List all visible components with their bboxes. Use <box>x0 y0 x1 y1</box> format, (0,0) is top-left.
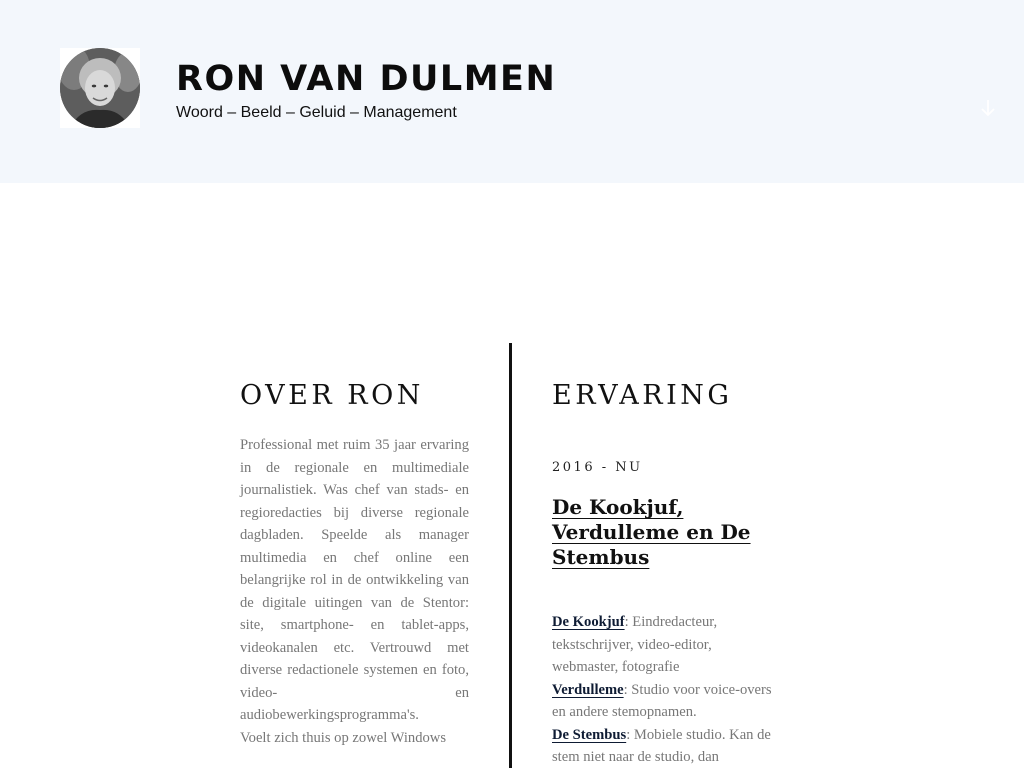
job-item-verdulleme <box>552 679 772 724</box>
verdulleme-link[interactable]: Verdulleme <box>552 681 624 698</box>
experience-section <box>552 378 772 768</box>
arrow-down-icon <box>978 96 998 120</box>
about-heading: OVER RON <box>240 380 424 411</box>
site-header <box>0 0 1024 183</box>
verdulleme-description: : Studio voor voice-overs en andere stemopnamen. <box>552 681 772 720</box>
job-item-kookjuf <box>552 611 772 679</box>
avatar-link[interactable] <box>60 48 140 128</box>
stembus-description: : Mobiele studio. Kan de stem niet naar de studio, dan <box>552 726 771 765</box>
about-paragraph: Professional met ruim 35 jaar ervaring in de regionale en multimediale journalistiek. Was chef van stads- en regioredacties bij diverse regionale dagbladen. Speelde als manager multimedia en chef online een belangrijke rol in de ontwikkeling van de digitale uitingen van de Stentor: site, smartphone- en tablet-apps, videokanalen etc. Vertrouwd met diverse redactionele systemen en foto, video- en audiobewerkingsprogramma's. <box>240 437 469 723</box>
kookjuf-link[interactable]: De Kookjuf <box>552 614 625 630</box>
job-list <box>552 611 772 768</box>
experience-period: 2016 - NU <box>552 460 643 475</box>
avatar <box>60 48 140 128</box>
kookjuf-description: : Eindredacteur, tekstschrijver, video-editor, webmaster, fotografie <box>552 614 718 675</box>
portrait-photo-icon <box>60 48 140 128</box>
column-divider <box>509 343 512 768</box>
experience-heading: ERVARING <box>552 380 733 411</box>
job-item-stembus <box>552 724 772 768</box>
about-section <box>240 378 469 749</box>
stembus-link[interactable]: De Stembus <box>552 726 627 743</box>
job-title-link[interactable]: De Kookjuf, Verdulleme en De Stembus <box>552 495 751 569</box>
scroll-down-button[interactable] <box>978 96 998 120</box>
site-title[interactable]: RON VAN DULMEN <box>176 59 557 99</box>
about-paragraph-2: Voelt zich thuis op zowel Windows <box>240 729 447 746</box>
site-tagline: Woord – Beeld – Geluid – Management <box>176 104 457 121</box>
